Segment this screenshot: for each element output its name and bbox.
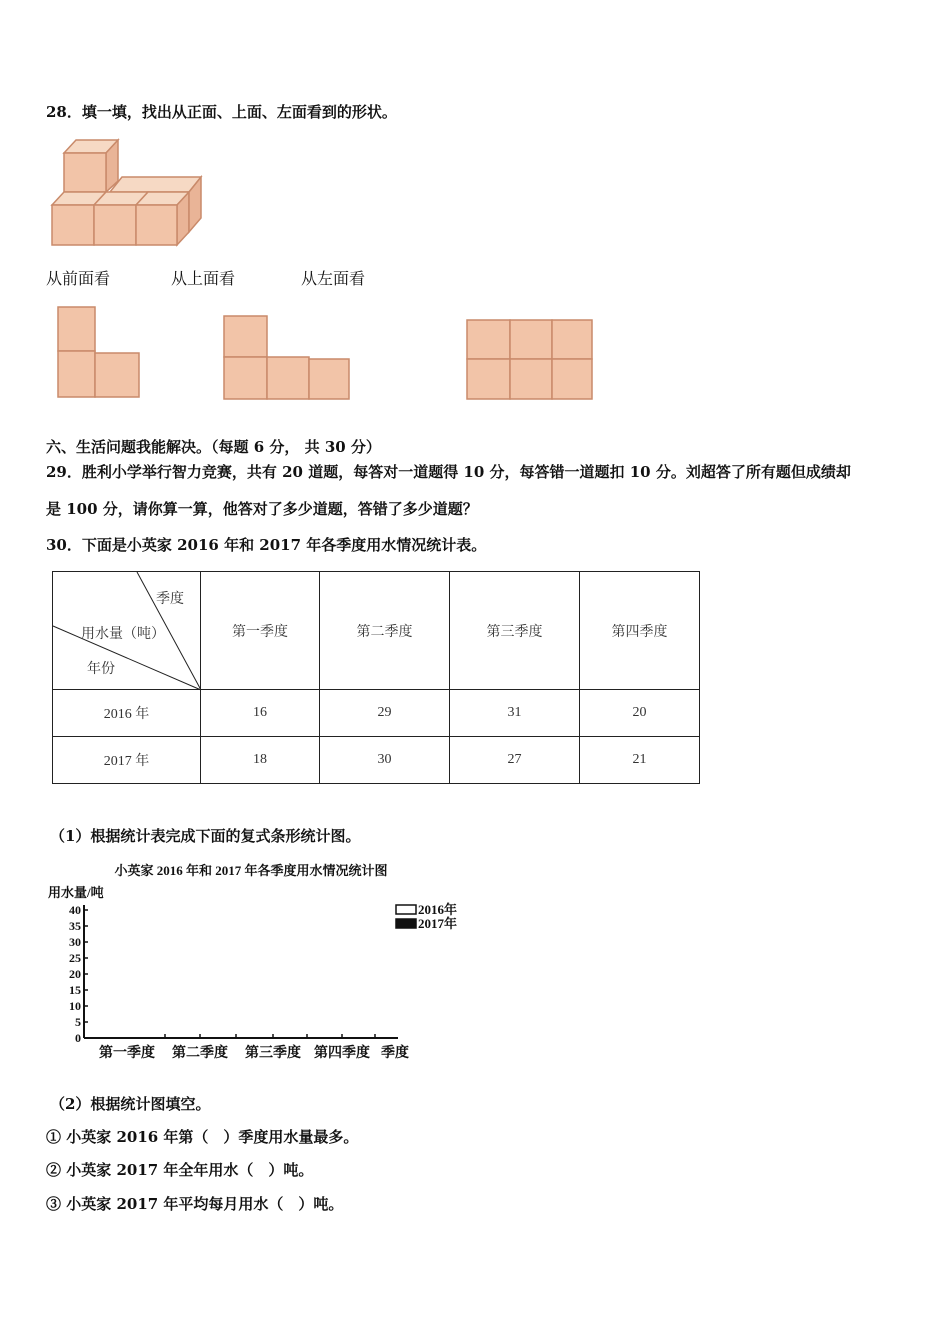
y-tick-label: 0 bbox=[75, 1031, 81, 1045]
y-tick-label: 40 bbox=[69, 903, 81, 917]
x-category-label: 第三季度 bbox=[245, 1046, 301, 1061]
table-cell: 30 bbox=[320, 737, 450, 784]
header-usage-label: 用水量（吨） bbox=[81, 627, 165, 642]
q30-blank1: ① 小英家 2016 年第（ ）季度用水量最多。 bbox=[46, 1128, 359, 1146]
table-cell: 29 bbox=[320, 690, 450, 737]
q30-title: 30．下面是小英家 2016 年和 2017 年各季度用水情况统计表。 bbox=[46, 536, 487, 554]
x-category-label: 第四季度 bbox=[314, 1046, 370, 1061]
x-category-label: 第一季度 bbox=[99, 1046, 155, 1061]
table-cell: 21 bbox=[580, 737, 700, 784]
chart-legend bbox=[396, 902, 457, 931]
column-header: 第三季度 bbox=[450, 572, 580, 690]
label-front-view: 从前面看 bbox=[46, 269, 111, 288]
table-cell: 16 bbox=[201, 690, 320, 737]
y-tick-label: 20 bbox=[69, 967, 81, 981]
y-tick-label: 10 bbox=[69, 999, 81, 1013]
q30-sub2: （2）根据统计图填空。 bbox=[50, 1095, 211, 1113]
x-category-label: 第二季度 bbox=[172, 1046, 228, 1061]
table-cell: 20 bbox=[580, 690, 700, 737]
q30-blank3: ③ 小英家 2017 年平均每月用水（ ）吨。 bbox=[46, 1195, 344, 1213]
legend-swatch-2016 bbox=[396, 905, 416, 914]
row-year: 2016 年 bbox=[53, 690, 201, 737]
q28-title: 28．填一填，找出从正面、上面、左面看到的形状。 bbox=[46, 103, 397, 121]
q30-blank2: ② 小英家 2017 年全年用水（ ）吨。 bbox=[46, 1161, 314, 1179]
row-year: 2017 年 bbox=[53, 737, 201, 784]
section6-title: 六、生活问题我能解决。（每题 6 分， 共 30 分） bbox=[46, 438, 381, 456]
y-tick-label: 15 bbox=[69, 983, 81, 997]
y-tick-label: 30 bbox=[69, 935, 81, 949]
chart-y-ticks bbox=[69, 903, 88, 1045]
legend-swatch-2017 bbox=[396, 919, 416, 928]
q29-line2: 是 100 分，请你算一算，他答对了多少道题，答错了多少道题？ bbox=[46, 500, 478, 518]
chart-y-axis-label: 用水量/吨 bbox=[48, 885, 104, 900]
header-year-label: 年份 bbox=[87, 662, 115, 677]
legend-label-2017: 2017年 bbox=[418, 916, 458, 931]
chart-title: 小英家 2016 年和 2017 年各季度用水情况统计图 bbox=[114, 863, 388, 878]
q30-sub1: （1）根据统计表完成下面的复式条形统计图。 bbox=[50, 827, 361, 845]
column-header: 第二季度 bbox=[320, 572, 450, 690]
label-top-view: 从上面看 bbox=[171, 269, 236, 288]
chart-x-axis-label: 季度 bbox=[381, 1046, 409, 1061]
header-season-label: 季度 bbox=[156, 592, 184, 607]
column-header: 第一季度 bbox=[201, 572, 320, 690]
column-header: 第四季度 bbox=[580, 572, 700, 690]
table-cell: 18 bbox=[201, 737, 320, 784]
table-cell: 31 bbox=[450, 690, 580, 737]
y-tick-label: 5 bbox=[75, 1015, 81, 1029]
label-left-view: 从左面看 bbox=[301, 269, 366, 288]
legend-label-2016: 2016年 bbox=[418, 902, 458, 917]
y-tick-label: 35 bbox=[69, 919, 81, 933]
q29-line1: 29．胜利小学举行智力竞赛，共有 20 道题，每答对一道题得 10 分，每答错一道题扣 10 分。刘超答了所有题但成绩却 bbox=[46, 463, 851, 481]
table-cell: 27 bbox=[450, 737, 580, 784]
y-tick-label: 25 bbox=[69, 951, 81, 965]
chart-axes bbox=[84, 905, 398, 1038]
